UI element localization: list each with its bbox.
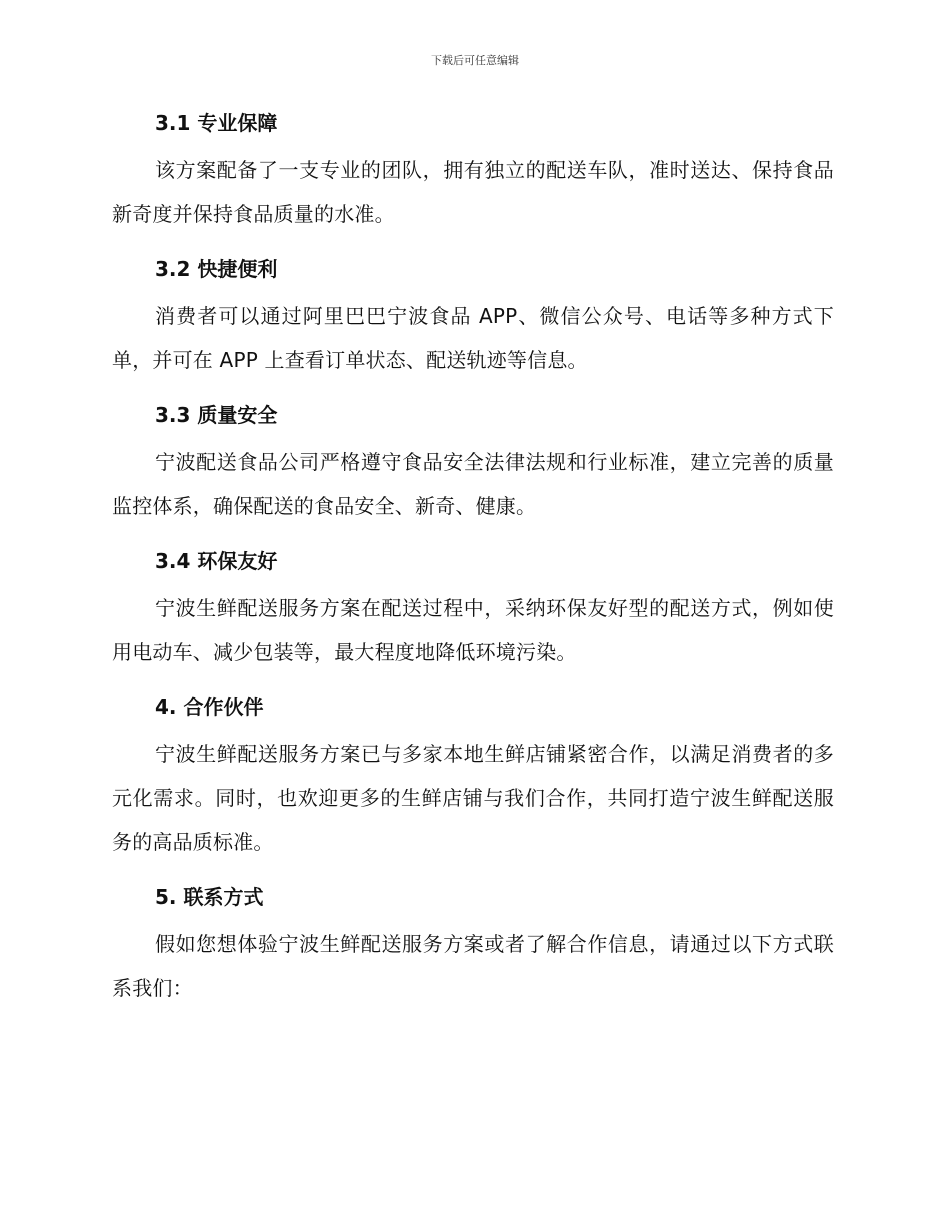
- section-paragraph-5: 假如您想体验宁波生鲜配送服务方案或者了解合作信息，请通过以下方式联系我们：: [112, 932, 834, 1000]
- section-heading-3-1: 3.1 专业保障: [155, 111, 278, 135]
- section-paragraph-3-1: 该方案配备了一支专业的团队，拥有独立的配送车队，准时送达、保持食品新奇度并保持食品质量的水准。: [112, 158, 834, 226]
- section-paragraph-3-2: 消费者可以通过阿里巴巴宁波食品 APP、微信公众号、电话等多种方式下单，并可在 APP 上查看订单状态、配送轨迹等信息。: [112, 304, 834, 372]
- section-heading-3-4: 3.4 环保友好: [155, 549, 278, 573]
- section-paragraph-3-3: 宁波配送食品公司严格遵守食品安全法律法规和行业标准，建立完善的质量监控体系，确保配送的食品安全、新奇、健康。: [112, 450, 834, 518]
- section-heading-3-2: 3.2 快捷便利: [155, 257, 278, 281]
- section-heading-5: 5. 联系方式: [155, 885, 264, 909]
- section-paragraph-4: 宁波生鲜配送服务方案已与多家本地生鲜店铺紧密合作，以满足消费者的多元化需求。同时，也欢迎更多的生鲜店铺与我们合作，共同打造宁波生鲜配送服务的高品质标准。: [112, 742, 834, 854]
- section-heading-4: 4. 合作伙伴: [155, 695, 264, 719]
- section-heading-3-3: 3.3 质量安全: [155, 403, 278, 427]
- section-paragraph-3-4: 宁波生鲜配送服务方案在配送过程中，采纳环保友好型的配送方式，例如使用电动车、减少包装等，最大程度地降低环境污染。: [112, 596, 834, 664]
- document-body: [112, 108, 834, 1028]
- page-header: 下载后可任意编辑: [431, 54, 519, 67]
